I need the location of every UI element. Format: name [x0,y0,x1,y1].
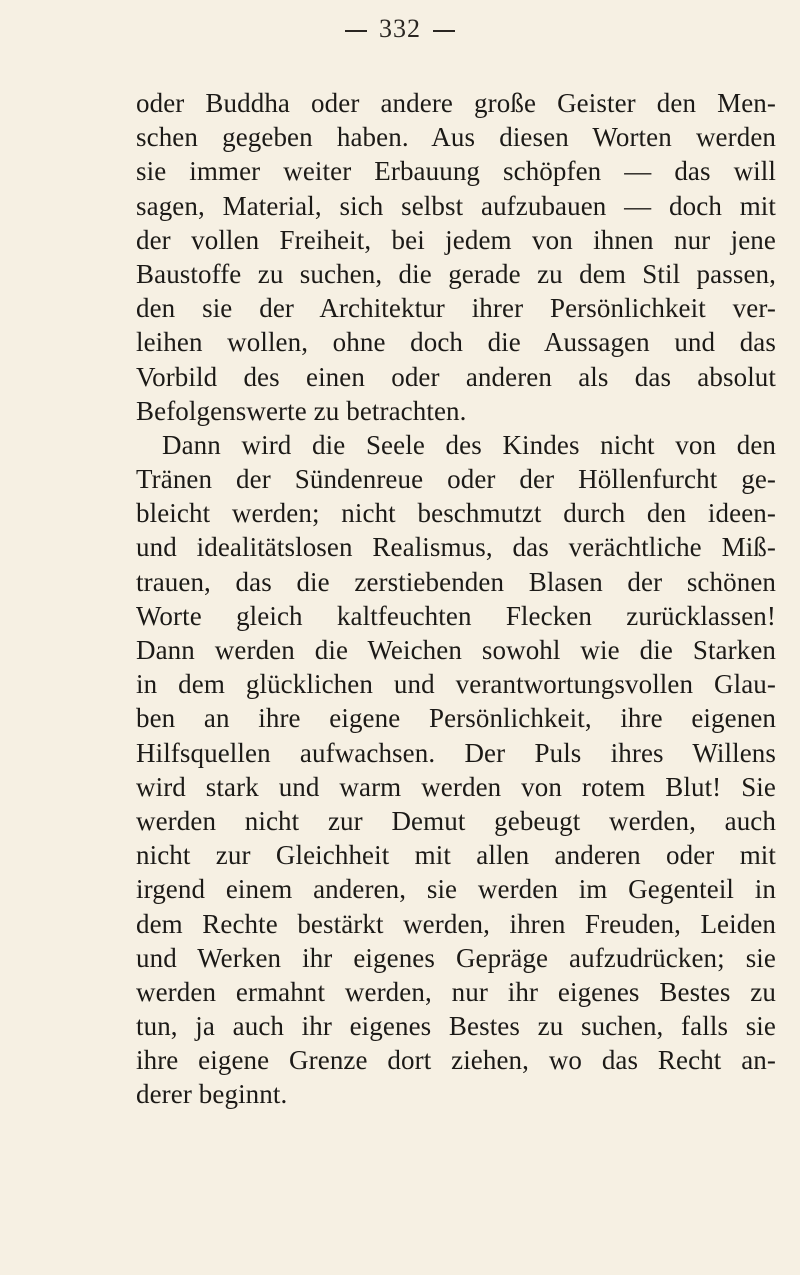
text-line: oder Buddha oder andere große Geister den Men- [136,88,776,118]
page-number-value: 332 [379,14,421,43]
text-line: Hilfsquellen aufwachsen. Der Puls ihres Willens [136,737,776,768]
text-line: der vollen Freiheit, bei jedem von ihnen nur jene [136,224,776,255]
text-line: werden nicht zur Demut gebeugt werden, auch [136,805,776,836]
text-line: nicht zur Gleichheit mit allen anderen oder mit [136,840,776,871]
left-dash [345,30,367,32]
text-line: und idealitätslosen Realismus, das verächtliche Miß- [136,532,776,563]
text-line: derer beginnt. [136,1079,288,1110]
text-line: Baustoffe zu suchen, die gerade zu dem Stil passen, [136,258,776,289]
text-line: Dann wird die Seele des Kindes nicht von den [162,429,776,460]
text-line: und Werken ihr eigenes Gepräge aufzudrücken; sie [136,942,776,973]
text-line: Vorbild des einen oder anderen als das absolut [136,361,776,392]
text-line: dem Rechte bestärkt werden, ihren Freuden, Leiden [136,908,776,939]
text-line: bleicht werden; nicht beschmutzt durch den ideen- [136,498,776,529]
text-line: irgend einem anderen, sie werden im Gegenteil in [136,874,776,905]
text-line: wird stark und warm werden von rotem Blut! Sie [136,771,776,802]
text-line: Tränen der Sündenreue oder der Höllenfurcht ge- [136,464,776,495]
text-line: ihre eigene Grenze dort ziehen, wo das Recht an- [136,1045,776,1076]
text-line: trauen, das die zerstiebenden Blasen der schönen [136,566,776,597]
body-text [136,86,776,1112]
text-line: werden ermahnt werden, nur ihr eigenes Bestes zu [136,976,776,1007]
text-line: sagen, Material, sich selbst aufzubauen — doch mit [136,190,776,221]
text-line: in dem glücklichen und verantwortungsvollen Glau- [136,669,776,700]
text-line: Dann werden die Weichen sowohl wie die Starken [136,635,776,665]
text-line: Worte gleich kaltfeuchten Flecken zurücklassen! [136,600,776,631]
text-line: schen gegeben haben. Aus diesen Worten werden [136,122,776,153]
text-line: Befolgenswerte zu betrachten. [136,395,467,426]
page-number [0,14,800,44]
text-line: tun, ja auch ihr eigenes Bestes zu suchen, falls sie [136,1011,776,1042]
text-line: sie immer weiter Erbauung schöpfen — das will [136,156,776,187]
text-line: ben an ihre eigene Persönlichkeit, ihre eigenen [136,703,776,734]
text-line: den sie der Architektur ihrer Persönlichkeit ver- [136,293,776,324]
right-dash [433,30,455,32]
text-line: leihen wollen, ohne doch die Aussagen und das [136,327,776,358]
